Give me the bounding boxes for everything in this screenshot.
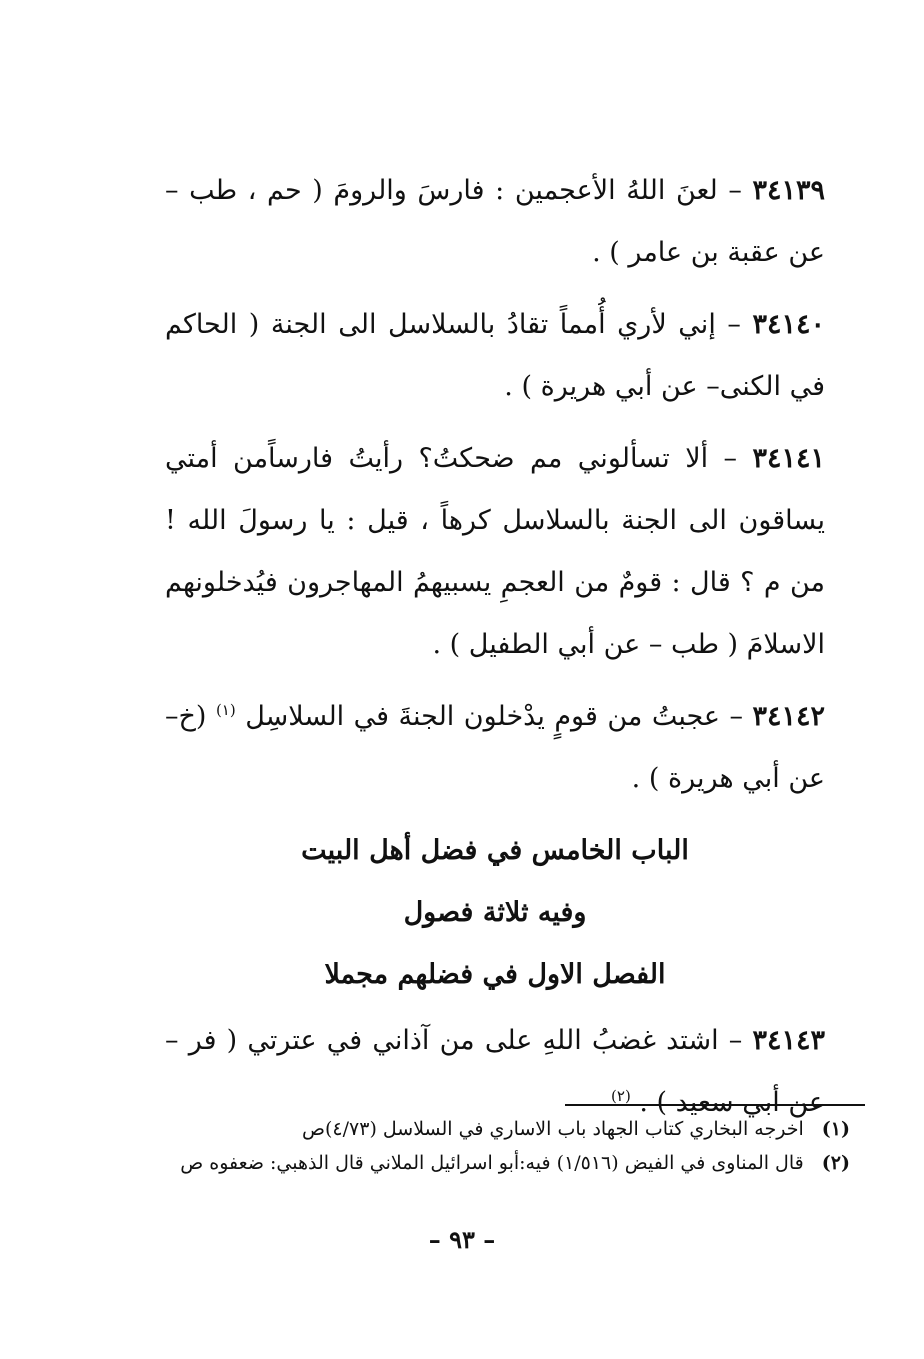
- footnote-reference[interactable]: (٢): [611, 1087, 631, 1105]
- footnote-text: قال المناوى في الفيض (١/٥١٦) فيه:أبو اسرائيل الملاني قال الذهبي: ضعفوه ص: [180, 1152, 804, 1174]
- hadith-number: ٣٤١٤٠: [752, 309, 825, 340]
- hadith-text: اشتد غضبُ اللهِ على من آذاني في عترتي ( فر – عن أبي سعيد ) .: [165, 1025, 825, 1118]
- chapter-subtitle: وفيه ثلاثة فصول: [403, 897, 587, 928]
- hadith-text: عجبتُ من قومٍ يدْخلون الجنةَ في السلاسِل: [245, 701, 721, 732]
- hadith-text: إني لأري أُمماً تقادُ بالسلاسل الى الجنة ( الحاكم في الكنى– عن أبي هريرة ) .: [165, 309, 825, 402]
- hadith-number: ٣٤١٤٢: [752, 701, 825, 732]
- chapter-title: الباب الخامس في فضل أهل البيت: [301, 835, 689, 866]
- hadith-entry: ٣٤١٤١ – ألا تسألوني مم ضحكتُ؟ رأيتُ فارساًمن أمتي يساقون الى الجنة بالسلاسل كرهاً ، قيل : يا رسولَ الله ! من م ؟ قال : قومٌ من العجمِ يسبيهمُ المهاجرون فيُدخلونهم الاسلامَ ( طب – عن أبي الطفيل ) .: [165, 443, 825, 660]
- hadith-entry: ٣٤١٤٣ – اشتد غضبُ اللهِ على من آذاني في عترتي ( فر – عن أبي سعيد ) . $^{(٢)}$: [165, 1025, 825, 1118]
- footnotes: [160, 1112, 850, 1180]
- footnote-marker: (٢): [821, 1152, 850, 1174]
- page-number: – ٩٣ –: [428, 1225, 496, 1254]
- main-text: [165, 160, 825, 1144]
- hadith-entry: ٣٤١٤٢ – عجبتُ من قومٍ يدْخلون الجنةَ في السلاسِل $^{(١)}$ (خ– عن أبي هريرة ) .: [165, 701, 825, 794]
- footnote: [160, 1146, 850, 1180]
- footnote-divider: [565, 1104, 865, 1106]
- hadith-number: ٣٤١٤١: [752, 443, 825, 474]
- hadith-entry: ٣٤١٣٩ – لعنَ اللهُ الأعجمين : فارسَ والرومَ ( حم ، طب – عن عقبة بن عامر ) .: [165, 175, 825, 268]
- footnote-text: اخرجه البخاري كتاب الجهاد باب الاساري في السلاسل (٤/٧٣)ص: [302, 1118, 804, 1140]
- hadith-number: ٣٤١٤٣: [752, 1025, 825, 1056]
- footnote: [160, 1112, 850, 1146]
- hadith-text: ألا تسألوني مم ضحكتُ؟ رأيتُ فارساًمن أمتي يساقون الى الجنة بالسلاسل كرهاً ، قيل : يا رسولَ الله ! من م ؟ قال : قومٌ من العجمِ يسبيهمُ المهاجرون فيُدخلونهم الاسلامَ ( طب – عن أبي الطفيل ) .: [165, 443, 825, 660]
- footnote-reference[interactable]: (١): [215, 701, 236, 719]
- hadith-number: ٣٤١٣٩: [752, 175, 825, 206]
- footnote-marker: (١): [821, 1118, 850, 1140]
- section-title: الفصل الاول في فضلهم مجملا: [324, 959, 666, 990]
- hadith-text-source: (خ– عن أبي هريرة ) .: [165, 701, 825, 794]
- hadith-text: لعنَ اللهُ الأعجمين : فارسَ والرومَ ( حم ، طب – عن عقبة بن عامر ) .: [165, 175, 825, 268]
- hadith-entry: ٣٤١٤٠ – إني لأري أُمماً تقادُ بالسلاسل الى الجنة ( الحاكم في الكنى– عن أبي هريرة ) .: [165, 309, 825, 402]
- chapter-headings: [165, 820, 825, 1006]
